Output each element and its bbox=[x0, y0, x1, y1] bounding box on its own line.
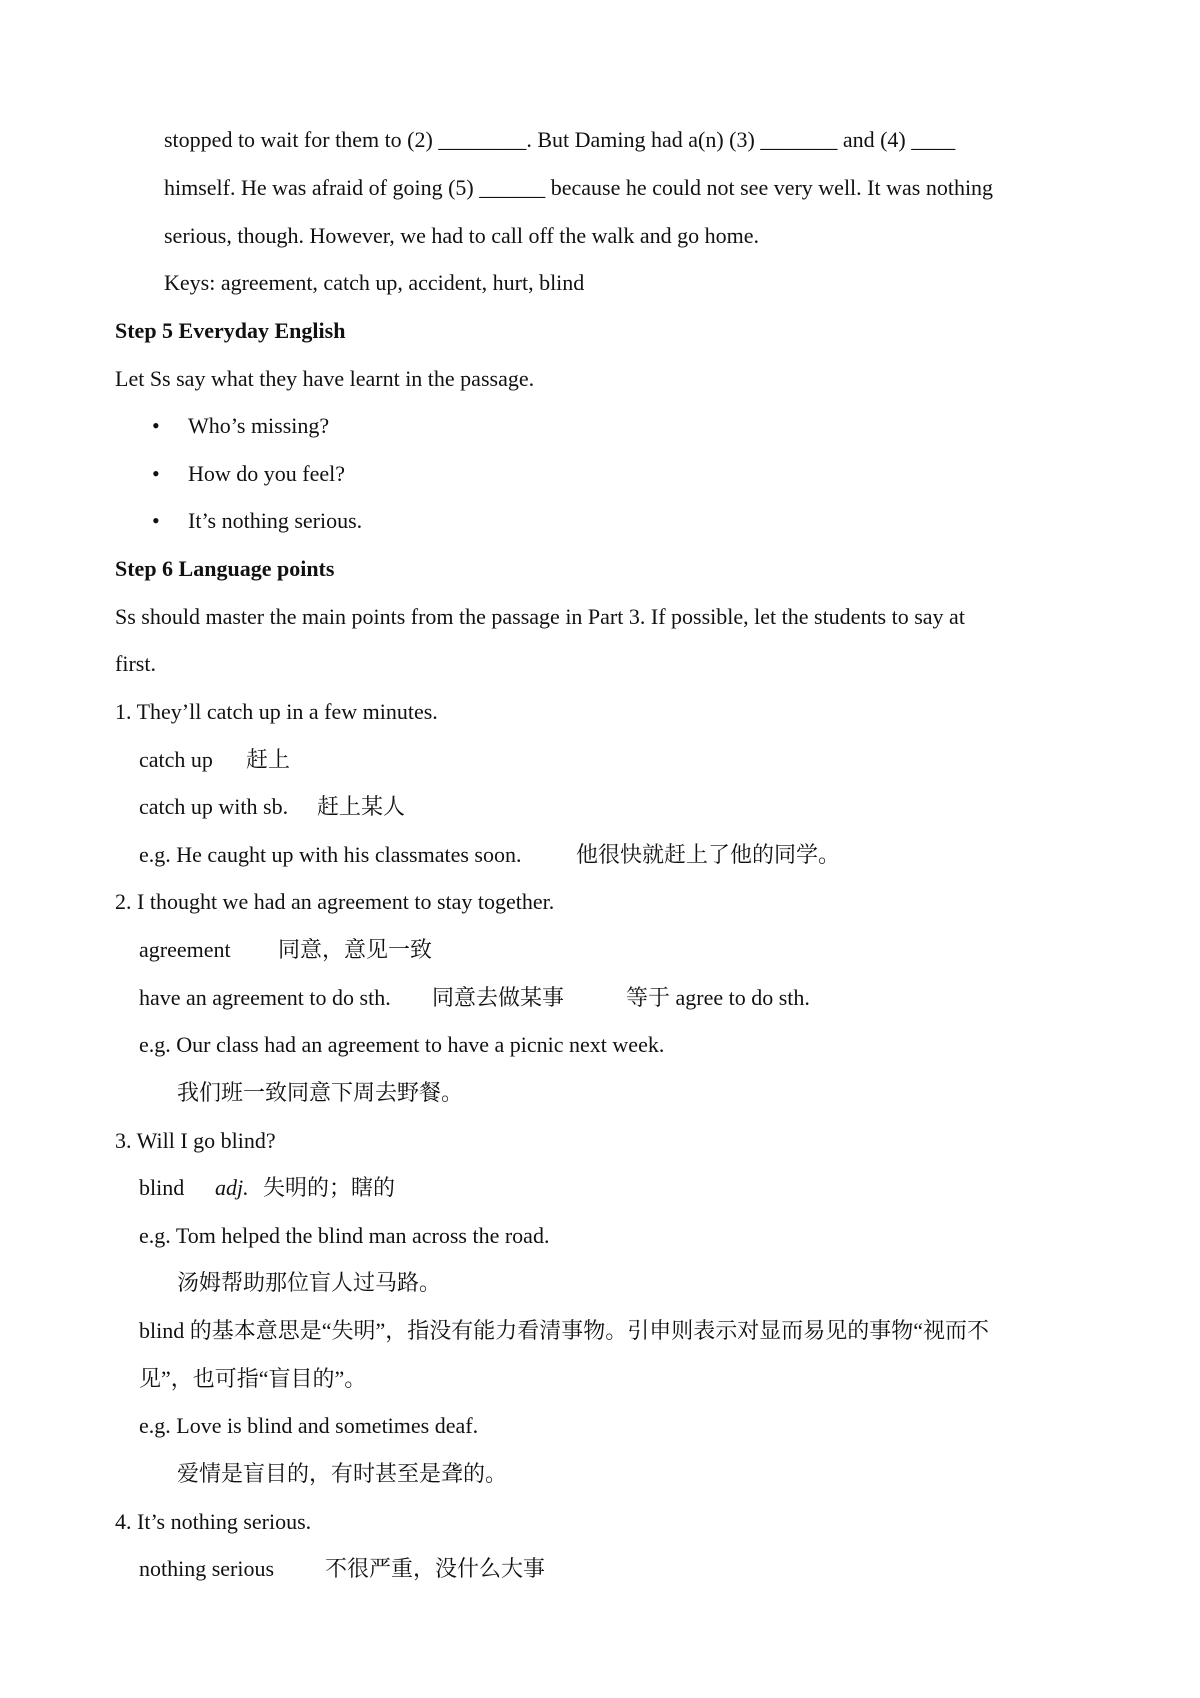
point-1-example: e.g. He caught up with his classmates soon. bbox=[139, 842, 522, 867]
exercise-keys: Keys: agreement, catch up, accident, hurt, blind bbox=[164, 270, 585, 295]
point-3-example-1-translation: 汤姆帮助那位盲人过马路。 bbox=[177, 1270, 442, 1295]
point-2-title: 2. I thought we had an agreement to stay together. bbox=[115, 889, 555, 914]
bullet-icon: • bbox=[152, 413, 160, 438]
point-3-word: blind bbox=[139, 1175, 185, 1200]
point-2-phrase-a: agreement bbox=[139, 937, 231, 962]
point-2-phrase-b: have an agreement to do sth. bbox=[139, 985, 391, 1010]
point-3-example-2: e.g. Love is blind and sometimes deaf. bbox=[139, 1413, 479, 1438]
point-3-meaning: 失明的；瞎的 bbox=[263, 1175, 396, 1200]
point-3-note-line-2: 见”，也可指“盲目的”。 bbox=[139, 1366, 367, 1391]
point-4-phrase: nothing serious bbox=[139, 1556, 275, 1581]
point-1-phrase-a: catch up bbox=[139, 747, 213, 772]
point-2-phrase-a-meaning: 同意，意见一致 bbox=[278, 937, 433, 962]
step5-heading: Step 5 Everyday English bbox=[115, 318, 346, 343]
list-item: It’s nothing serious. bbox=[188, 508, 363, 533]
step6-heading: Step 6 Language points bbox=[115, 556, 335, 581]
point-3-part-of-speech: adj. bbox=[215, 1175, 249, 1200]
point-3-note-line-1: blind 的基本意思是“失明”，指没有能力看清事物。引申则表示对显而易见的事物“视而不 bbox=[139, 1318, 990, 1343]
point-3-example-2-translation: 爱情是盲目的，有时甚至是聋的。 bbox=[177, 1461, 508, 1486]
exercise-line-2: himself. He was afraid of going (5) ______ because he could not see very well. It was nothing bbox=[164, 175, 994, 200]
point-2-equivalent: 等于 agree to do sth. bbox=[626, 985, 810, 1010]
list-item: Who’s missing? bbox=[188, 413, 330, 438]
exercise-line-1: stopped to wait for them to (2) ________. But Daming had a(n) (3) _______ and (4) ____ bbox=[164, 127, 956, 152]
bullet-icon: • bbox=[152, 508, 160, 533]
point-1-phrase-b-meaning: 赶上某人 bbox=[317, 794, 406, 819]
point-1-phrase-b: catch up with sb. bbox=[139, 794, 289, 819]
step6-intro-line-2: first. bbox=[115, 651, 156, 676]
exercise-line-3: serious, though. However, we had to call off the walk and go home. bbox=[164, 223, 760, 248]
point-2-example-translation: 我们班一致同意下周去野餐。 bbox=[177, 1080, 464, 1105]
point-3-example-1: e.g. Tom helped the blind man across the road. bbox=[139, 1223, 550, 1248]
point-1-example-translation: 他很快就赶上了他的同学。 bbox=[576, 842, 841, 867]
point-2-example: e.g. Our class had an agreement to have a picnic next week. bbox=[139, 1032, 665, 1057]
point-4-phrase-meaning: 不很严重，没什么大事 bbox=[325, 1556, 546, 1581]
point-4-title: 4. It’s nothing serious. bbox=[115, 1509, 312, 1534]
bullet-icon: • bbox=[152, 461, 160, 486]
step6-intro-line-1: Ss should master the main points from the passage in Part 3. If possible, let the students to say at bbox=[115, 604, 965, 629]
list-item: How do you feel? bbox=[188, 461, 346, 486]
step5-intro: Let Ss say what they have learnt in the passage. bbox=[115, 366, 535, 391]
point-2-phrase-b-meaning: 同意去做某事 bbox=[432, 985, 565, 1010]
point-3-title: 3. Will I go blind? bbox=[115, 1128, 276, 1153]
point-1-phrase-a-meaning: 赶上 bbox=[246, 747, 291, 772]
point-1-title: 1. They’ll catch up in a few minutes. bbox=[115, 699, 438, 724]
